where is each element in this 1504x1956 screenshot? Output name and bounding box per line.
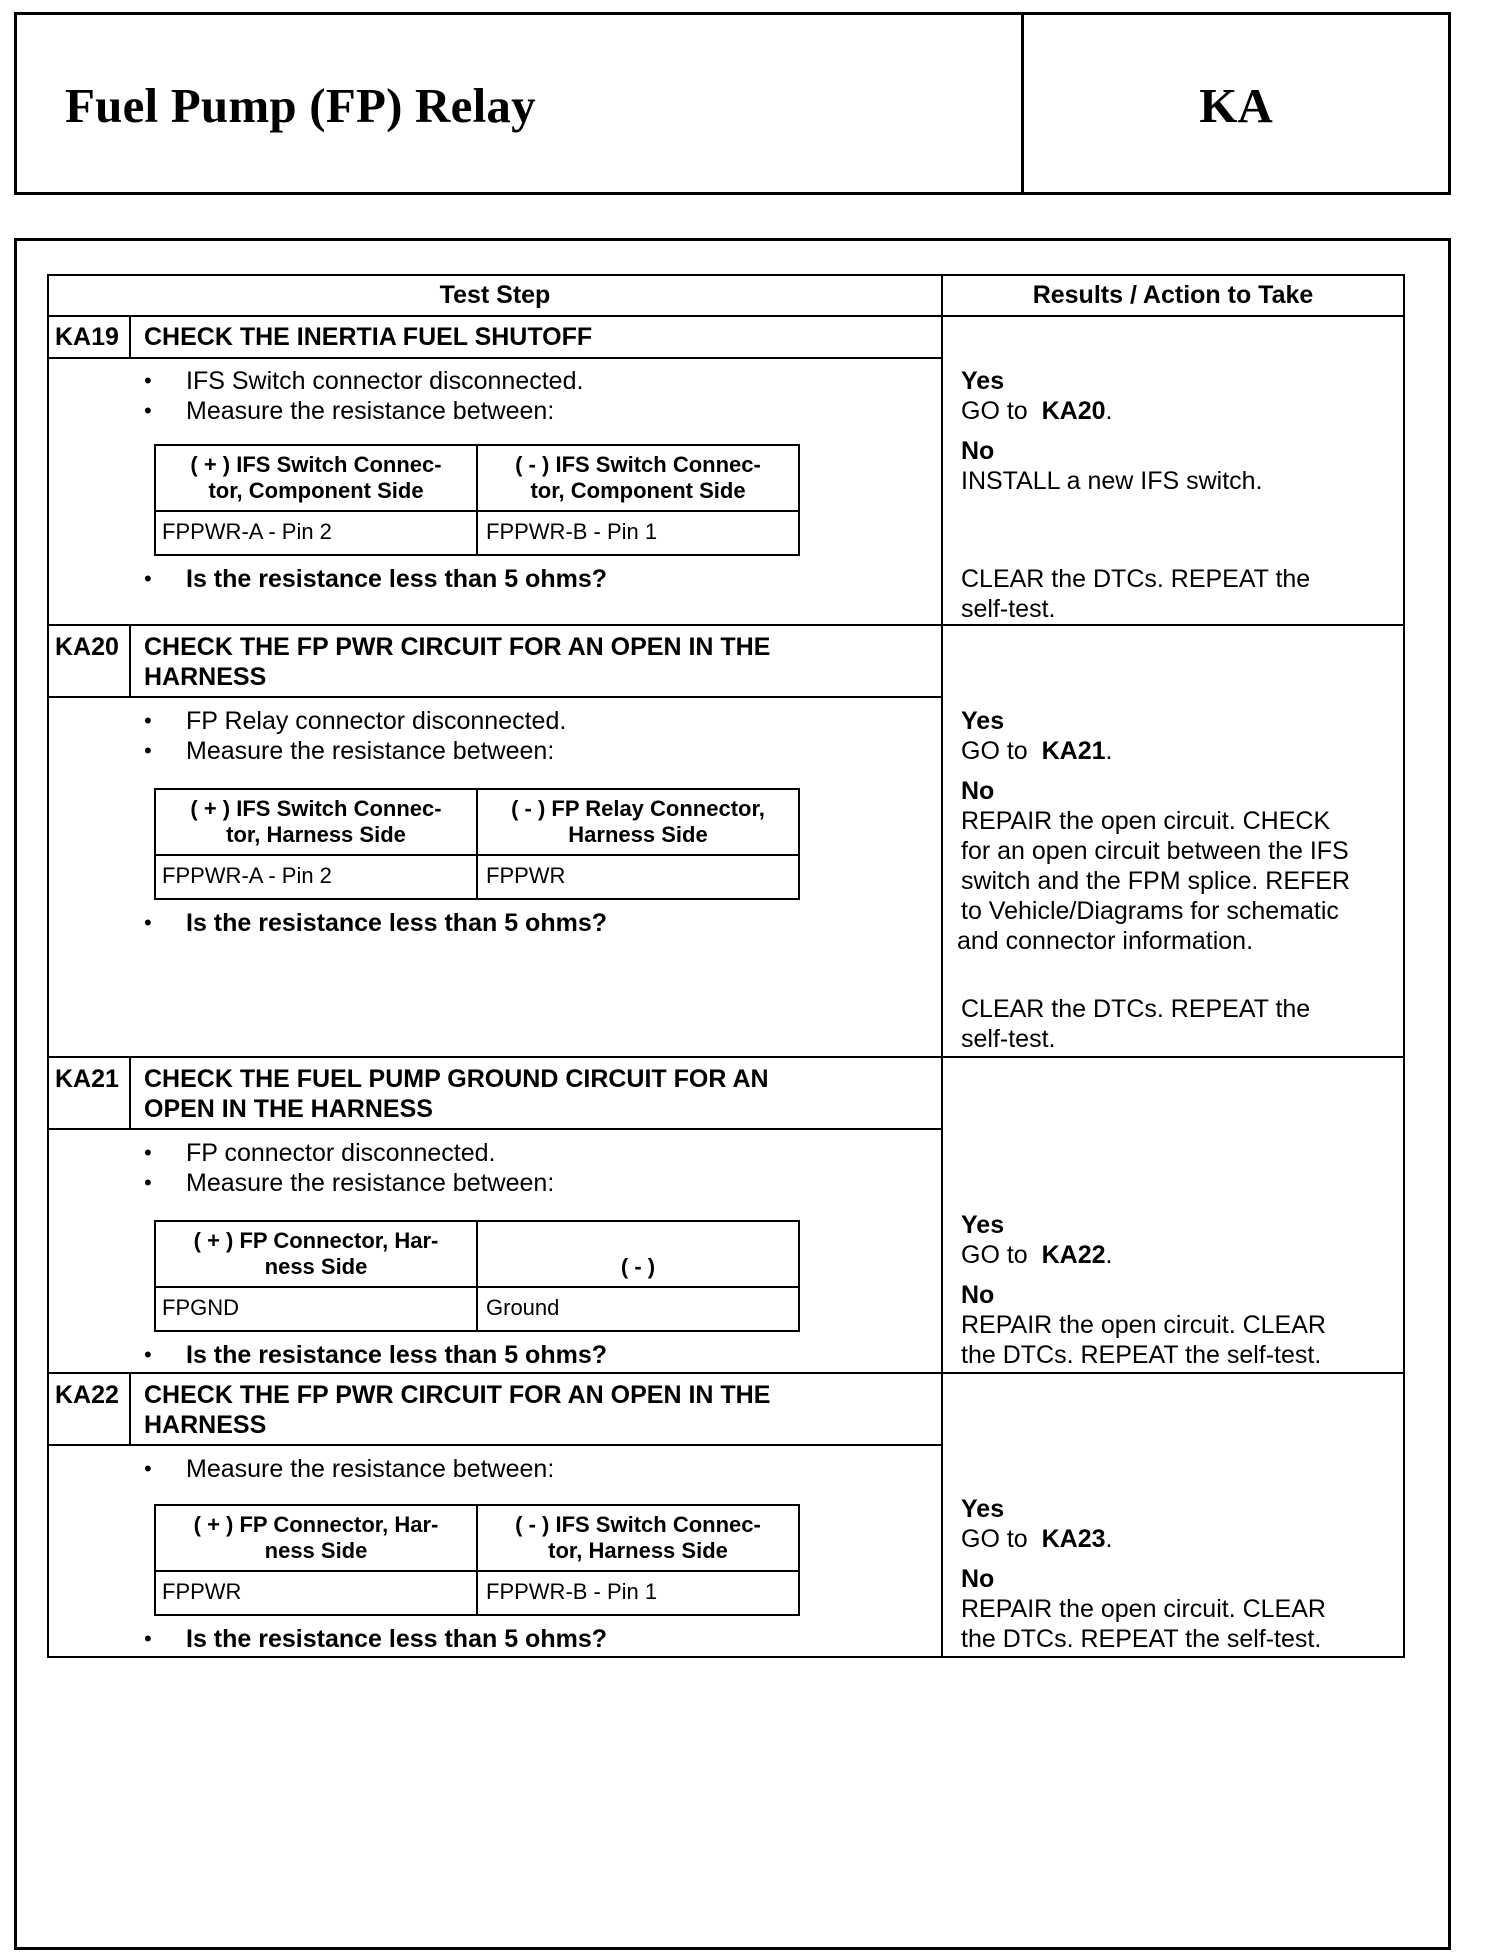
question-text: Is the resistance less than 5 ohms? bbox=[186, 1625, 607, 1653]
result-yes-target: KA20 bbox=[1041, 397, 1106, 425]
bullet-text: Measure the resistance between: bbox=[186, 397, 555, 425]
step-title-rule bbox=[49, 357, 941, 359]
result-yes-label: Yes bbox=[961, 707, 1005, 735]
step-title-rule bbox=[49, 1128, 941, 1130]
bullet-text: FP connector disconnected. bbox=[186, 1139, 496, 1167]
meas-header-negative: tor, Component Side bbox=[530, 478, 746, 503]
bullet-icon: • bbox=[144, 398, 152, 423]
step-title: HARNESS bbox=[144, 663, 267, 691]
step-id-divider bbox=[129, 624, 131, 696]
result-yes-label: Yes bbox=[961, 367, 1005, 395]
step-title: CHECK THE FP PWR CIRCUIT FOR AN OPEN IN THE bbox=[144, 1381, 771, 1409]
question-text: Is the resistance less than 5 ohms? bbox=[186, 565, 607, 593]
step-title-rule bbox=[49, 1444, 941, 1446]
result-no-action: REPAIR the open circuit. CHECK bbox=[961, 807, 1331, 835]
result-yes-target: KA22 bbox=[1041, 1241, 1106, 1269]
bullet-icon: • bbox=[144, 738, 152, 763]
result-extra: self-test. bbox=[961, 1025, 1056, 1053]
meas-value-positive: FPGND bbox=[162, 1295, 239, 1320]
step-id: KA22 bbox=[55, 1381, 119, 1409]
bullet-text: IFS Switch connector disconnected. bbox=[186, 367, 584, 395]
result-yes-target: KA21 bbox=[1041, 737, 1106, 765]
step-id-divider bbox=[129, 315, 131, 357]
test-step-table bbox=[47, 274, 1405, 1658]
question-text: Is the resistance less than 5 ohms? bbox=[186, 909, 607, 937]
bullet-text: Measure the resistance between: bbox=[186, 737, 555, 765]
result-extra: CLEAR the DTCs. REPEAT the bbox=[961, 565, 1311, 593]
header-rule bbox=[49, 315, 1403, 317]
meas-value-positive: FPPWR-A - Pin 2 bbox=[162, 863, 332, 888]
result-no-label: No bbox=[961, 437, 995, 465]
step-title: CHECK THE INERTIA FUEL SHUTOFF bbox=[144, 323, 593, 351]
bullet-icon: • bbox=[144, 1342, 152, 1367]
result-no-label: No bbox=[961, 1565, 995, 1593]
meas-header-positive: ness Side bbox=[264, 1538, 368, 1563]
step-title: CHECK THE FUEL PUMP GROUND CIRCUIT FOR AN bbox=[144, 1065, 769, 1093]
step-title: CHECK THE FP PWR CIRCUIT FOR AN OPEN IN THE bbox=[144, 633, 771, 661]
bullet-text: Measure the resistance between: bbox=[186, 1455, 555, 1483]
measurement-table bbox=[154, 444, 800, 556]
step-id: KA19 bbox=[55, 323, 119, 351]
result-no-action: INSTALL a new IFS switch. bbox=[961, 467, 1263, 495]
bullet-icon: • bbox=[144, 910, 152, 935]
meas-header-positive: ( + ) FP Connector, Har- bbox=[193, 1228, 439, 1253]
measurement-table bbox=[154, 788, 800, 900]
measurement-table bbox=[154, 1504, 800, 1616]
measurement-table bbox=[154, 1220, 800, 1332]
meas-header-positive: ( + ) FP Connector, Har- bbox=[193, 1512, 439, 1537]
bullet-icon: • bbox=[144, 368, 152, 393]
result-no-label: No bbox=[961, 1281, 995, 1309]
bullet-text: Measure the resistance between: bbox=[186, 1169, 555, 1197]
meas-value-positive: FPPWR bbox=[162, 1579, 242, 1604]
result-no-action: to Vehicle/Diagrams for schematic bbox=[961, 897, 1339, 925]
column-header-results: Results / Action to Take bbox=[1032, 281, 1314, 309]
step-separator bbox=[49, 1372, 1403, 1374]
result-yes-action: GO to KA23. bbox=[961, 1525, 1113, 1553]
meas-header-negative: ( - ) IFS Switch Connec- bbox=[515, 1512, 761, 1537]
result-yes-target: KA23 bbox=[1041, 1525, 1106, 1553]
step-separator bbox=[49, 624, 1403, 626]
result-no-action: for an open circuit between the IFS bbox=[961, 837, 1349, 865]
result-no-action: and connector information. bbox=[957, 927, 1254, 955]
result-extra: self-test. bbox=[961, 595, 1056, 623]
step-title: OPEN IN THE HARNESS bbox=[144, 1095, 433, 1123]
meas-header-positive: ness Side bbox=[264, 1254, 368, 1279]
result-no-action: the DTCs. REPEAT the self-test. bbox=[961, 1341, 1322, 1369]
result-no-action: REPAIR the open circuit. CLEAR bbox=[961, 1311, 1326, 1339]
step-id-divider bbox=[129, 1372, 131, 1444]
result-no-action: switch and the FPM splice. REFER bbox=[961, 867, 1351, 895]
page-header bbox=[14, 12, 1451, 195]
bullet-icon: • bbox=[144, 1456, 152, 1481]
result-yes-action: GO to KA20. bbox=[961, 397, 1113, 425]
meas-header-positive: tor, Harness Side bbox=[226, 822, 406, 847]
bullet-icon: • bbox=[144, 1626, 152, 1651]
result-yes-action: GO to KA22. bbox=[961, 1241, 1113, 1269]
bullet-icon: • bbox=[144, 566, 152, 591]
meas-value-negative: FPPWR-B - Pin 1 bbox=[486, 519, 658, 544]
column-divider bbox=[941, 276, 943, 1656]
step-title-rule bbox=[49, 696, 941, 698]
meas-header-negative: ( - ) IFS Switch Connec- bbox=[515, 452, 761, 477]
meas-header-negative: tor, Harness Side bbox=[548, 1538, 728, 1563]
result-no-action: REPAIR the open circuit. CLEAR bbox=[961, 1595, 1326, 1623]
meas-header-positive: ( + ) IFS Switch Connec- bbox=[190, 452, 442, 477]
meas-header-negative: ( - ) FP Relay Connector, bbox=[511, 796, 765, 821]
meas-header-negative: Harness Side bbox=[568, 822, 708, 847]
meas-value-negative: FPPWR bbox=[486, 863, 566, 888]
result-yes-action: GO to KA21. bbox=[961, 737, 1113, 765]
step-id: KA20 bbox=[55, 633, 119, 661]
result-no-label: No bbox=[961, 777, 995, 805]
step-id-divider bbox=[129, 1056, 131, 1128]
step-title: HARNESS bbox=[144, 1411, 267, 1439]
step-separator bbox=[49, 1056, 1403, 1058]
question-text: Is the resistance less than 5 ohms? bbox=[186, 1341, 607, 1369]
bullet-icon: • bbox=[144, 708, 152, 733]
result-no-action: the DTCs. REPEAT the self-test. bbox=[961, 1625, 1322, 1653]
meas-header-positive: tor, Component Side bbox=[208, 478, 424, 503]
result-extra: CLEAR the DTCs. REPEAT the bbox=[961, 995, 1311, 1023]
page-title: Fuel Pump (FP) Relay bbox=[65, 78, 536, 133]
result-yes-label: Yes bbox=[961, 1495, 1005, 1523]
bullet-icon: • bbox=[144, 1140, 152, 1165]
bullet-text: FP Relay connector disconnected. bbox=[186, 707, 567, 735]
bullet-icon: • bbox=[144, 1170, 152, 1195]
meas-value-positive: FPPWR-A - Pin 2 bbox=[162, 519, 332, 544]
meas-header-positive: ( + ) IFS Switch Connec- bbox=[190, 796, 442, 821]
section-code: KA bbox=[1199, 78, 1273, 133]
meas-header-negative: ( - ) bbox=[620, 1254, 656, 1279]
step-id: KA21 bbox=[55, 1065, 119, 1093]
meas-value-negative: Ground bbox=[486, 1295, 560, 1320]
result-yes-label: Yes bbox=[961, 1211, 1005, 1239]
column-header-test-step: Test Step bbox=[439, 281, 551, 309]
meas-value-negative: FPPWR-B - Pin 1 bbox=[486, 1579, 658, 1604]
